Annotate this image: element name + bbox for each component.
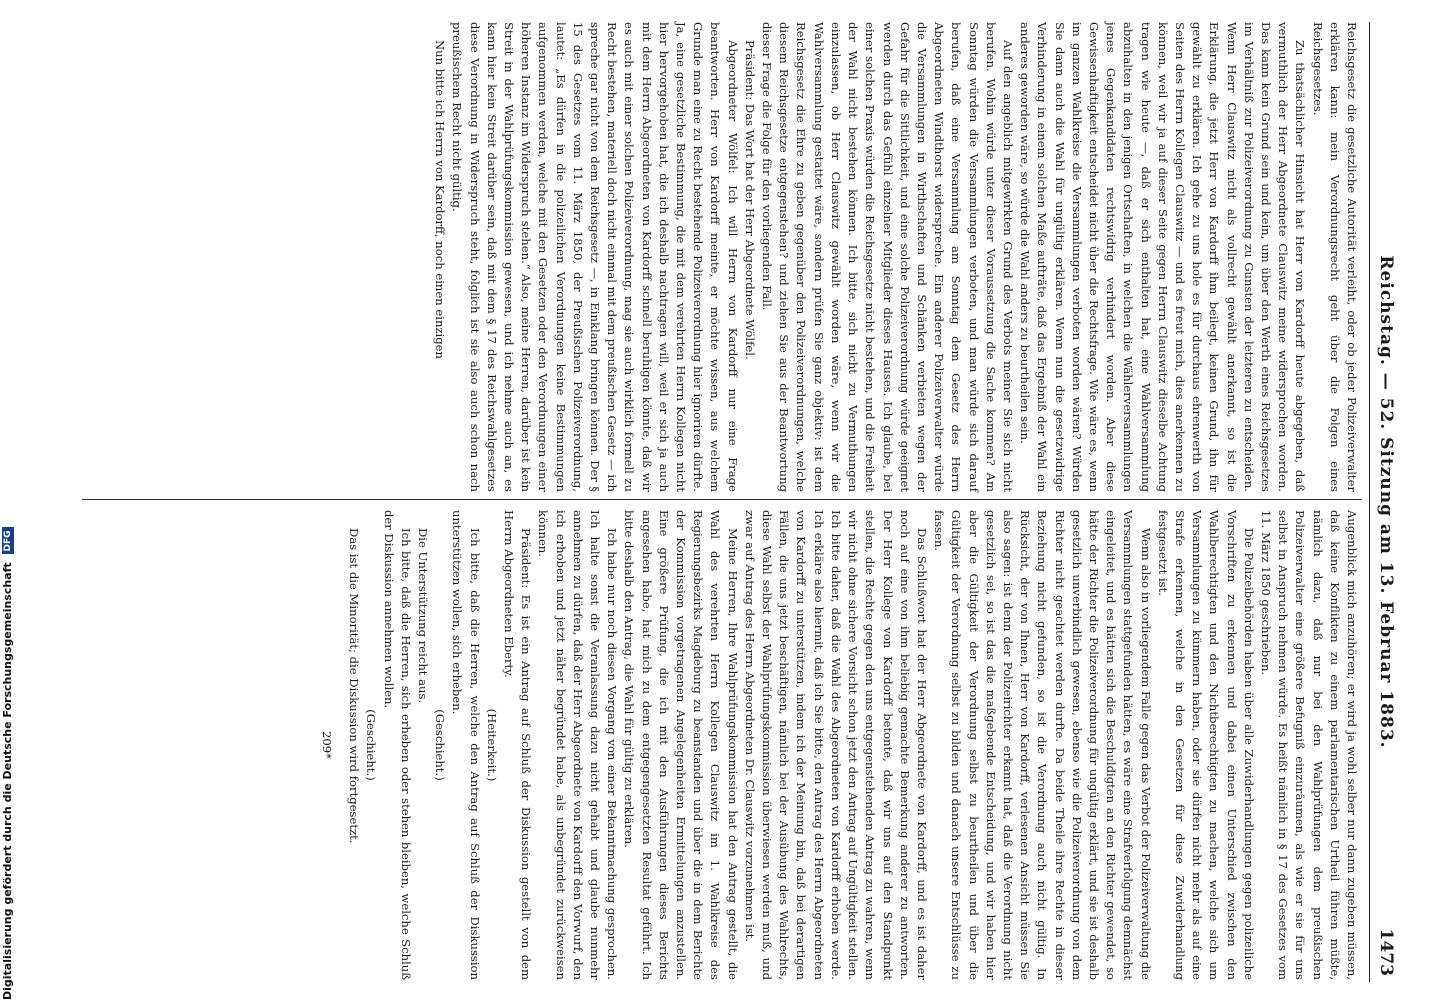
paragraph: Augenblick mich anzuhören; er wird ja wohl selber nur dann zugeben müssen, daß keine Konflikten zu einem parlamentarischen Urtheil führen müßte, nämlich dazu, daß nur bei den Wahlprüfungen dem preußischen Polizeiverwalter eine größere Befugniß einzuräumen, als wie er sie für uns selbst in Anspruch nehmen würde. Es heißt nämlich in § 17 des Gesetzes vom 11. März 1850 geschrieben. bbox=[1258, 510, 1359, 980]
paragraph: Wenn also in vorliegendem Falle gegen das Verbot der Polizeiverwaltung die Versammlungen stattgefunden hätten, es wäre eine Strafverfolgung demnächst eingeleitet, und es hätten sich die Beschuldigten an den Richter gewendet, so hätte der Richter die Polizeiverordnung für ungültig erklärt, und sie ist deshalb gesetzlich unverbindlich gewesen, ebenso wie die Polizeiverordnung von dem Richter nicht geachtet werden durfte. Da beide Theile ihre Rechte in dieser Beziehung nicht gefunden, so ist die Verordnung auch nicht gültig. In Rücksicht, der von Ihnen, Herr von Kardorff, verlesenen Ansicht müssen Sie also sagen: ist denn der Polizeirichter erkannt hat, daß die Verordnung nicht gesetzlich sei, so ist das die maßgebende Entscheidung, und wir haben hier aber die Gültigkeit der Verordnung selbst zu beurtheilen und über die Gültigkeit der Verordnung selbst zu bilden und danach unsere Entschlüsse zu fassen. bbox=[932, 510, 1153, 980]
page-header-title: Reichstag. — 52. Sitzung am 13. Februar 1883. bbox=[1376, 255, 1396, 749]
paragraph: Ich habe nur noch diesen Vorgang von einer Bekanntmachung gesprochen. Ich halte sonst die Veranlassung dazu nicht gehabt und glaube nunmehr annehmen zu dürfen, daß der Herr Abgeordnete von Kardorff den Vorwurf, den ich erhoben und jetzt näher begründet habe, als unbegründet zurückweisen können. bbox=[536, 510, 620, 980]
paragraph: Das Schlußwort hat der Herr Abgeordnete von Kardorff, und es ist daher noch auf eine von ihm beliebig gemachte Bemerkung anderer zu antworten. Der Herr Kollege von Kardorff betonte, daß wir uns auf den Standpunkt stellen, die Rechte gegen den uns entgegenstehenden Antrag zu wahren, wenn wir nicht ohne sichere Vorsicht schon jetzt den Antrag auf Ungültigkeit stellen. Ich bitte daher, daß die Wahl des Abgeordneten von Kardorff erhoben werde. Ich erkläre also hiermit, daß ich Sie bitte, den Antrag des Herrn Abgeordneten von Kardorff zu unterstützen, indem ich der Meinung bin, daß bei derartigen Fällen, die uns jetzt beschäftigen, nämlich bei der Ausübung des Wahlrechts, diese Wahl selbst der Wahlprüfungskommission überwiesen werden muß, und zwar auf Antrag des Herrn Abgeordneten Dr. Clauswitz vorzunehmen ist. bbox=[742, 510, 929, 980]
sheet-mark: 209* bbox=[320, 731, 335, 759]
digitization-credit-text: Digitalisierung gefördert durch die Deutsche Forschungsgemeinschaft bbox=[1, 562, 14, 1000]
paragraph: Auf den angeblich mitgewirkten Grund des Verbots meiner Sie sich nicht berufen. Wohin würde unter dieser Voraussetzung die Sache kommen? Am Sonntag würden die Versammlungen verboten, und man würde sich darauf berufen, daß eine Versammlung am Sonntag dem Gesetz des Herrn Abgeordneten Windthorst widerspreche. Ein anderer Polizeiverwalter würde die Versammlungen in Wirthschaften und Schänken verbieten wegen der Gefahr für die Sittlichkeit, und eine solche Polizeiverordnung würde geeignet werden durch das Gefühl einzelner Mitglieder dieses Hauses. Ich glaube, bei einer solchen Praxis würden die Reichsgesetze nicht bestehen, und die Freiheit der Wahl nicht bestehen können. Ich bitte, sich nicht zu Vermuthungen einzulassen, ob Herr Clauswitz gewählt worden wäre, wenn wir die Wahlversammlung gestattet wäre, sondern prüfen Sie ganz objektiv: ist dem Reichsgesetz die Ehre zu geben gegenüber den Polizeiverordnungen, welche diesem Reichsgesetze entgegenstehen? und ziehen Sie aus der Beantwortung dieser Frage die Folge für den vorliegenden Fall. bbox=[760, 22, 1015, 492]
paragraph: Die Unterstützung reicht aus. bbox=[416, 528, 431, 704]
dfg-logo: DFG bbox=[2, 527, 14, 554]
page-number: 1473 bbox=[1376, 928, 1396, 976]
stage-direction: (Heiterkeit.) bbox=[484, 708, 499, 782]
left-column bbox=[431, 22, 1360, 492]
paragraph: Präsident: Es ist ein Antrag auf Schluß der Diskussion gestellt von dem Herrn Abgeordneten Eberty. bbox=[502, 510, 534, 980]
paragraph: Die Polizeibehörden haben über alle Zuwiderhandlungen gegen polizeiliche Vorschriften zu erkennen und dabei einen Unterschied zwischen den Wahlberechtigten und den Nichtberechtigten zu machen, welche sich um Versammlungen zu kümmern haben, oder sie dürfen nicht mehr als auf eine Strafe erkennen, welche in den Gesetzen für diese Zuwiderhandlung festgesetzt ist. bbox=[1155, 510, 1256, 980]
paragraph: Nun bitte ich Herrn von Kardorff, noch einen einzigen bbox=[433, 40, 448, 359]
page-header bbox=[1369, 22, 1400, 982]
stage-direction: (Geschieht.) bbox=[433, 709, 448, 781]
paragraph: Abgeordneter Wölfel: Ich will Herrn von Kardorff nur eine Frage beantworten. Herr von Kardorff meinte, er möchte wissen, aus welchem Grunde man eine zu Recht bestehende Polizeiverordnung hier ignoriren dürfte. Ja, eine gesetzliche Bestimmung, die mit dem verehrten Herrn Kollegen nicht hier hervorgehoben hat, die ich deshalb nachtragen will, weil er sich ja auch mit dem Herrn Abgeordneten von Kardorff schnell beruhigen könnte, daß wir es auch mit einer solchen Polizeiverordnung, mag sie auch wirklich formell zu Recht bestehen, materiell doch nicht einmal mit dem preußischen Gesetz — ich spreche gar nicht von dem Reichsgesetz —, in Einklang bringen können. Der § 15 des Gesetzes vom 11. März 1850, der Preußischen Polizeiverordnung, lautet: „Es dürfen in die polizeilichen Verordnungen keine Bestimmungen aufgenommen werden, welche mit den Gesetzen oder den Verordnungen einer höheren Instanz im Widerspruch stehen.“ Also, meine Herren, darüber ist kein Streit in der Wahlprüfungskommission gewesen, und ich nehme auch an, es kann hier kein Streit darüber sein, daß mit dem § 17 des Reichswahlgesetzes diese Verordnung in Widerspruch steht, folglich ist sie also auch schon nach preußischem Recht nicht gültig. bbox=[450, 22, 740, 492]
paragraph: Ich bitte, daß die Herren, welche den Antrag auf Schluß der Diskussion unterstützen wollen, sich erheben. bbox=[450, 510, 482, 980]
paragraph: Präsident: Das Wort hat der Herr Abgeordnete Wölfel. bbox=[742, 40, 757, 360]
digitization-sidebar bbox=[0, 0, 16, 1000]
paragraph: Das ist die Minorität; die Diskussion wird fortgesetzt. bbox=[347, 528, 362, 844]
right-column bbox=[318, 510, 1360, 980]
paragraph: Reichsgesetz die gesetzliche Autorität verleiht, oder ob jeder Polizeiverwalter erklären kann: mein Verordnungsrecht geht über die Folgen eines Reichsgesetzes. bbox=[1310, 22, 1359, 492]
paragraph: Zu thatsächlicher Hinsicht hat Herr von Kardorff heute abgegeben, daß vermuthlich der Herr Abgeordnete Clauswitz meine widersprochen worden. Das kann kein Grund sein und kein, um über den Werth eines Reichsgesetzes im Verhältniß zur Polizeiverordnung zu Gunsten der letzteren zu entscheiden. Wenn Herr Clauswitz nicht als vollrecht gewählt anerkannt, so ist die Erklärung, die jetzt Herr von Kardorff ihm beilegt, keinen Grund, ihn für gewählt zu erklären. Ich gehe zu uns hole es für durchaus ehrenwerth von Seiten des Herrn Kollegen Clauswitz — und es freut mich, dies anerkennen zu können, weil wir ja auf dieser Seite gegen Herrn Clauswitz dieselbe Achtung tragen wie heute —, daß er sich enthalten hat, eine Wahlversammlung abzuhalten in den jenigen Ortschaften, in welchen die Wählerversammlungen jenes Gegenkandidaten rechtswidrig verhindert worden. Aber diese Gewissenhaftigkeit entscheidet nicht über die Rechtsfrage. Wie wäre es, wenn im ganzen Wahlkreise die Versammlungen verboten worden wären? Würden Sie dann auch die Wahl für ungültig erklären. Wenn nun die gesetzwidrige Verhinderung in einem solchen Maße aufträte, daß das Ergebniß der Wahl ein anderes geworden wäre, so würde die Wahl anders zu beurtheilen sein. bbox=[1018, 22, 1308, 492]
column-divider bbox=[82, 499, 1362, 500]
stage-direction: (Geschieht.) bbox=[364, 709, 379, 781]
digitization-credit bbox=[0, 0, 16, 1000]
paragraph: Ich bitte, daß die Herren, sich erheben oder stehen bleiben, welche Schluß der Diskussion annehmen wollen. bbox=[381, 510, 413, 980]
paragraph: Meine Herren, Ihre Wahlprüfungskommission hat den Antrag gestellt, die Wahl des verehrten Herrn Kollegen Clauswitz im 1. Wahlkreise des Regierungsbezirks Magdeburg zu beanstanden und über die in dem Berichte der Kommission vorgetragenen Angelegenheiten Ermittelungen anzustellen. Eine größere Prüfung, die ich mit den Ausführungen dieses Berichts angesehen habe, hat mich zu dem entgegengesetzten Resultat geführt. Ich bitte deshalb den Antrag, die Wahl für gültig zu erklären. bbox=[622, 510, 740, 980]
document-page bbox=[16, 0, 1416, 1000]
